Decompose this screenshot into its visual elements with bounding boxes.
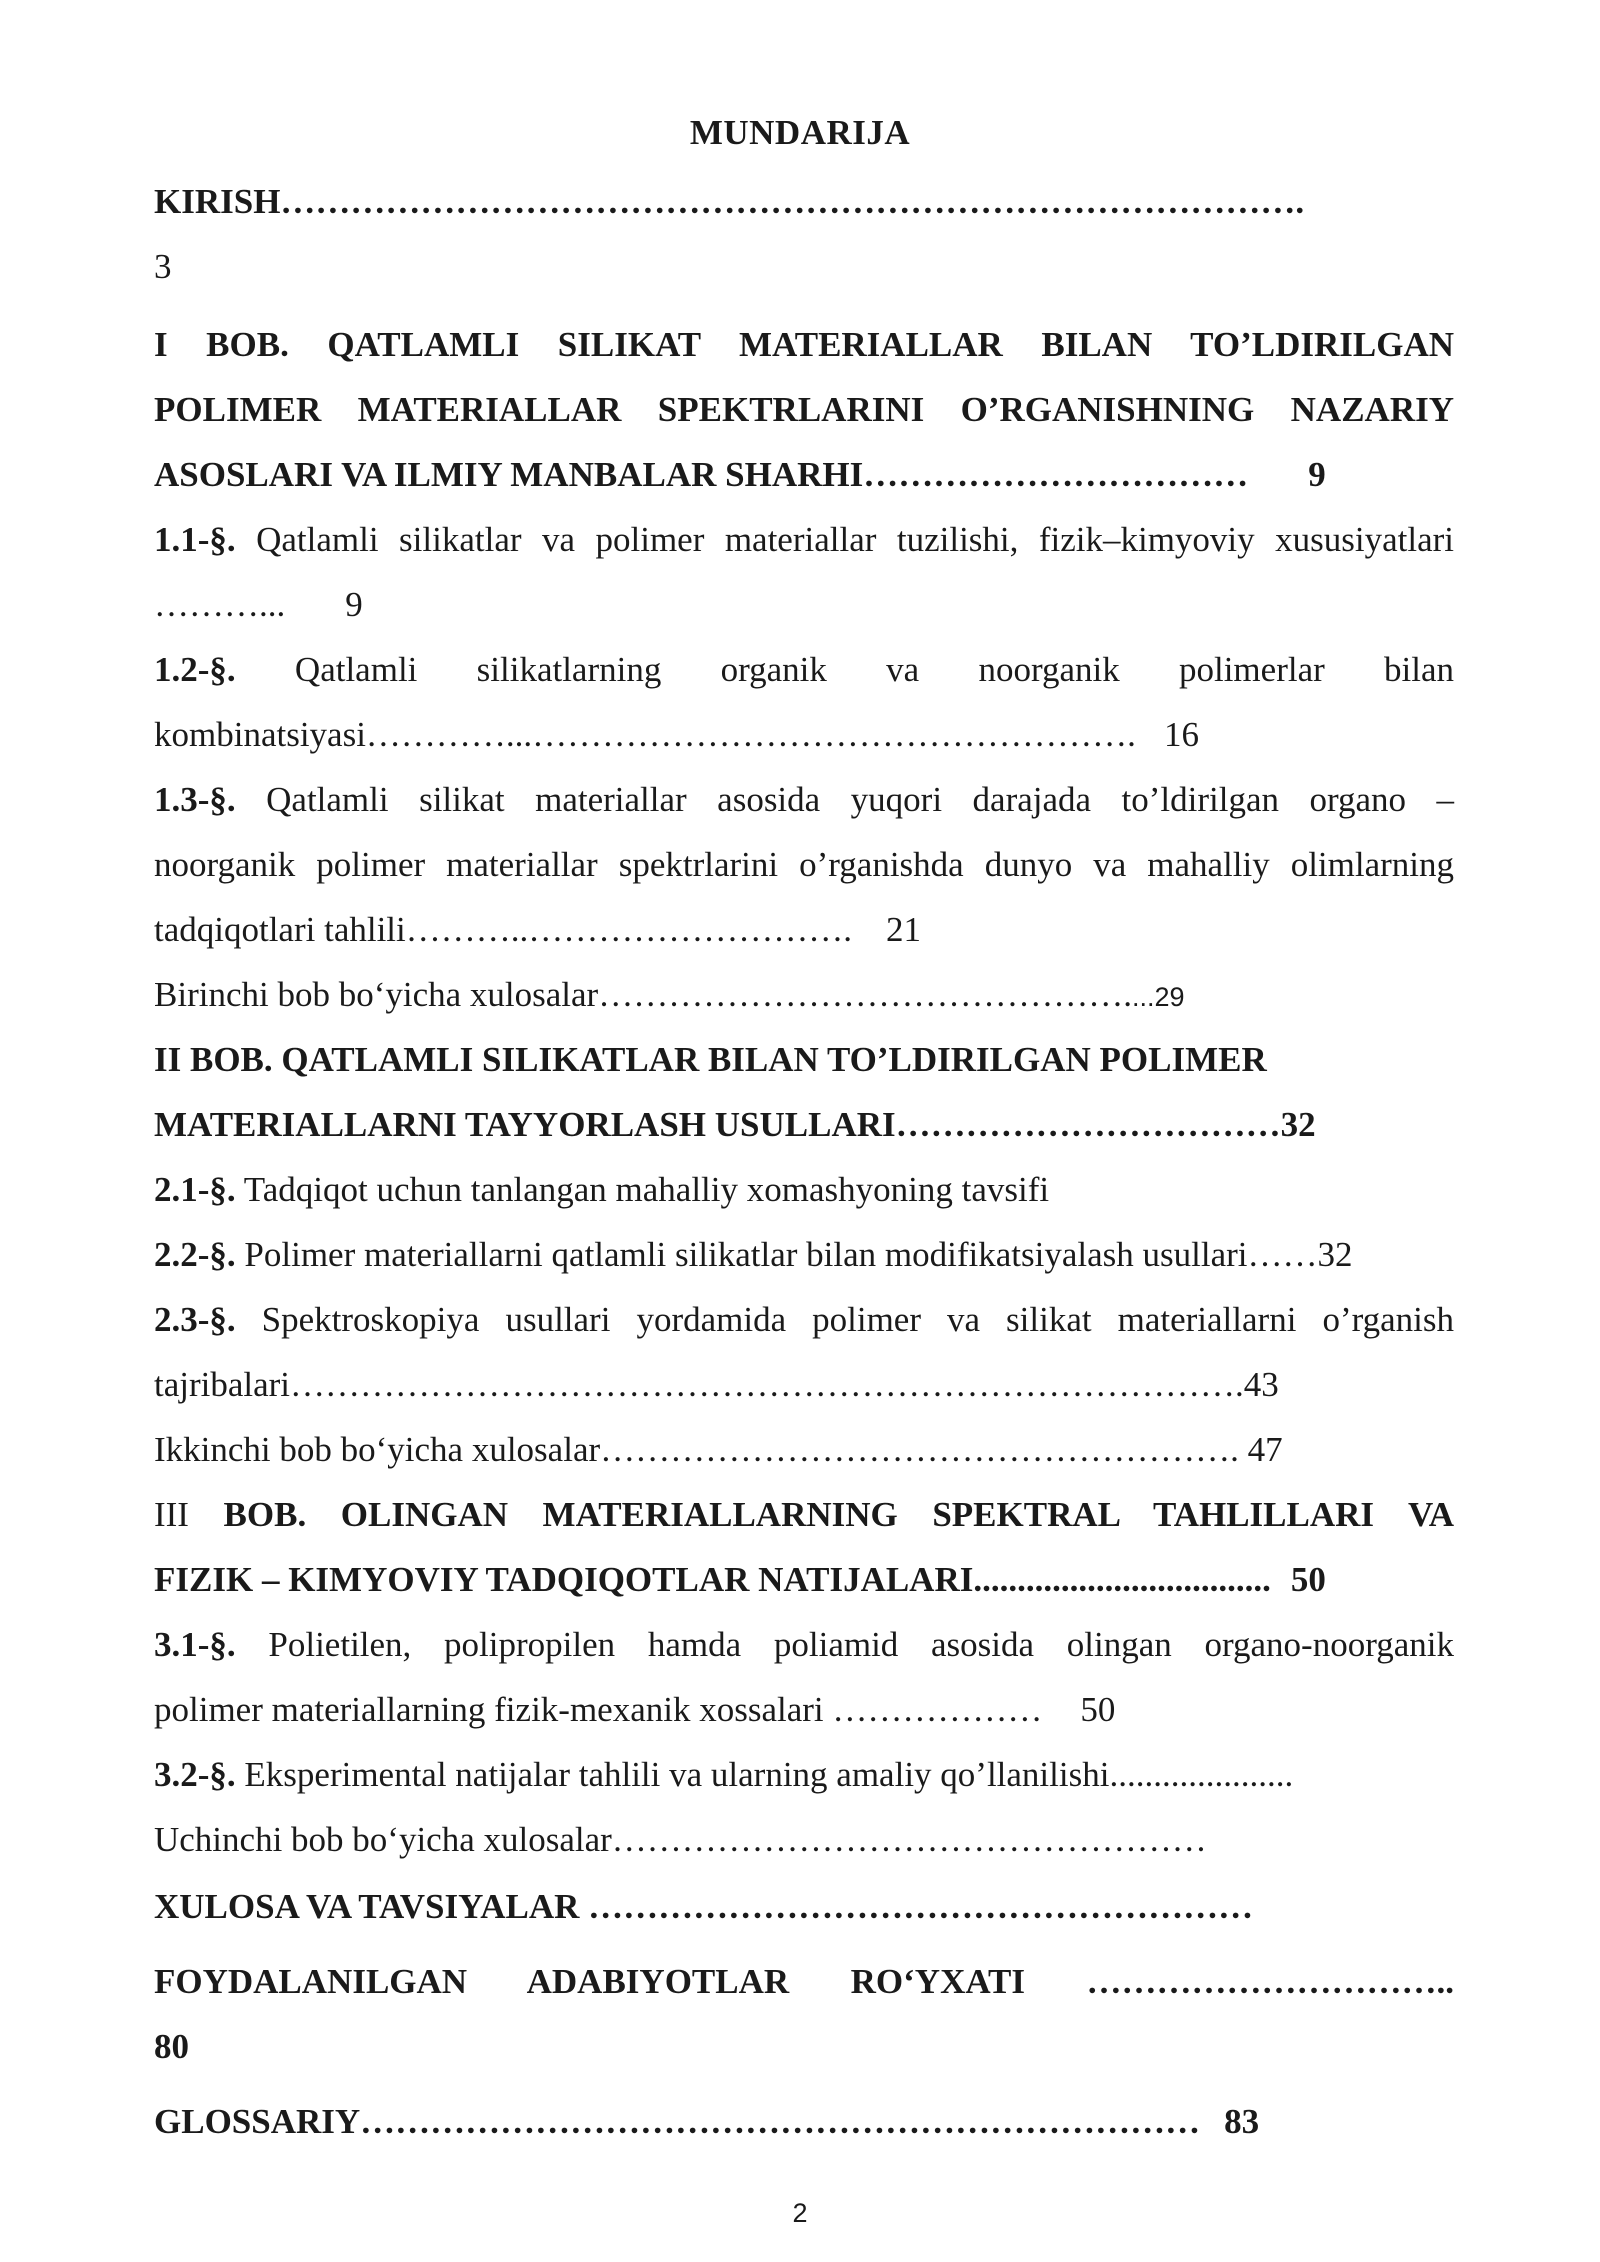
toc-entry-bibliography-line-1: FOYDALANILGAN ADABIYOTLAR RO‘YXATI ………………………….. — [154, 1962, 1454, 2001]
toc-section-1-3-line-1: 1.3-§. Qatlamli silikat materiallar asosida yuqori darajada to’ldirilgan organo – — [154, 780, 1455, 819]
toc-entry-glossariy-page: 83 — [1224, 2102, 1260, 2141]
toc-section-1-1-line-2: ………... 9 — [154, 585, 363, 624]
toc-section-1-1-line-1: 1.1-§. Qatlamli silikatlar va polimer materiallar tuzilishi, fizik–kimyoviy xususiyatlari — [154, 520, 1454, 559]
toc-chapter-2-conclusions: Ikkinchi bob bo‘yicha xulosalar………………………………………………. 47 — [154, 1430, 1283, 1469]
toc-section-1-2-page: 16 — [1163, 715, 1199, 754]
toc-chapter-3-conclusions: Uchinchi bob bo‘yicha xulosalar…………………………………………… — [154, 1820, 1207, 1859]
toc-section-1-3-line-2: noorganik polimer materiallar spektrlarini o’rganishda dunyo va mahalliy olimlarning — [154, 845, 1454, 884]
toc-chapter-1-page: 9 — [1308, 455, 1326, 494]
toc-chapter-3-line-2: FIZIK – KIMYOVIY TADQIQOTLAR NATIJALARI.................................. 50 — [154, 1560, 1326, 1599]
page-number: 2 — [792, 2198, 808, 2228]
toc-title: MUNDARIJA — [689, 113, 911, 152]
toc-section-1-3-page: 21 — [886, 910, 922, 949]
toc-entry-bibliography-page: 80 — [154, 2027, 189, 2066]
toc-section-2-1: 2.1-§. Tadqiqot uchun tanlangan mahalliy xomashyoning tavsifi — [154, 1170, 1050, 1209]
toc-section-3-1-page: 50 — [1080, 1690, 1116, 1729]
toc-section-2-3-line-1: 2.3-§. Spektroskopiya usullari yordamida polimer va silikat materiallarni o’rganish — [154, 1300, 1454, 1339]
toc-entry-kirish: KIRISH……………………………………………………………………………. — [154, 182, 1305, 221]
toc-entry-glossariy: GLOSSARIY……………………………………………………………… 83 — [154, 2102, 1260, 2141]
toc-entry-xulosa: XULOSA VA TAVSIYALAR ………………………………………………… — [154, 1887, 1254, 1926]
toc-section-1-1-page: 9 — [345, 585, 363, 624]
toc-section-1-2-line-2: kombinatsiyasi…………...……………………………………………. 16 — [154, 715, 1199, 754]
toc-chapter-2-line-1: II BOB. QATLAMLI SILIKATLAR BILAN TO’LDIRILGAN POLIMER — [154, 1040, 1267, 1079]
toc-section-2-2: 2.2-§. Polimer materiallarni qatlamli silikatlar bilan modifikatsiyalash usullari……32 — [154, 1235, 1353, 1274]
toc-section-1-2-line-1: 1.2-§. Qatlamli silikatlarning organik va noorganik polimerlar bilan — [154, 650, 1455, 689]
toc-chapter-3-line-1: III BOB. OLINGAN MATERIALLARNING SPEKTRAL TAHLILLARI VA — [154, 1495, 1454, 1534]
toc-section-1-3-line-3: tadqiqotlari tahlili………..………………………. 21 — [154, 910, 922, 949]
toc-section-3-1-line-2: polimer materiallarning fizik-mexanik xossalari ……………… 50 — [154, 1690, 1116, 1729]
toc-chapter-1-line-1: I BOB. QATLAMLI SILIKAT MATERIALLAR BILAN TO’LDIRILGAN — [154, 325, 1454, 364]
toc-section-3-1-line-1: 3.1-§. Polietilen, polipropilen hamda poliamid asosida olingan organo-noorganik — [154, 1625, 1454, 1664]
toc-chapter-3-page: 50 — [1290, 1560, 1326, 1599]
toc-chapter-1-conclusions: Birinchi bob bo‘yicha xulosalar………………………………………....29 — [154, 975, 1185, 1014]
toc-chapter-1-line-2: POLIMER MATERIALLAR SPEKTRLARINI O’RGANISHNING NAZARIY — [154, 390, 1454, 429]
toc-section-2-3-line-2: tajribalari……………………………………………………………………….43 — [154, 1365, 1279, 1404]
toc-entry-kirish-page: 3 — [154, 247, 172, 286]
toc-chapter-1-line-3: ASOSLARI VA ILMIY MANBALAR SHARHI…………………………… 9 — [154, 455, 1326, 494]
toc-chapter-1-conclusions-page: ...29 — [1131, 982, 1185, 1012]
toc-chapter-2-line-2: MATERIALLARNI TAYYORLASH USULLARI……………………………32 — [154, 1105, 1316, 1144]
toc-section-3-2: 3.2-§. Eksperimental natijalar tahlili va ularning amaliy qo’llanilishi..................... — [154, 1755, 1294, 1794]
